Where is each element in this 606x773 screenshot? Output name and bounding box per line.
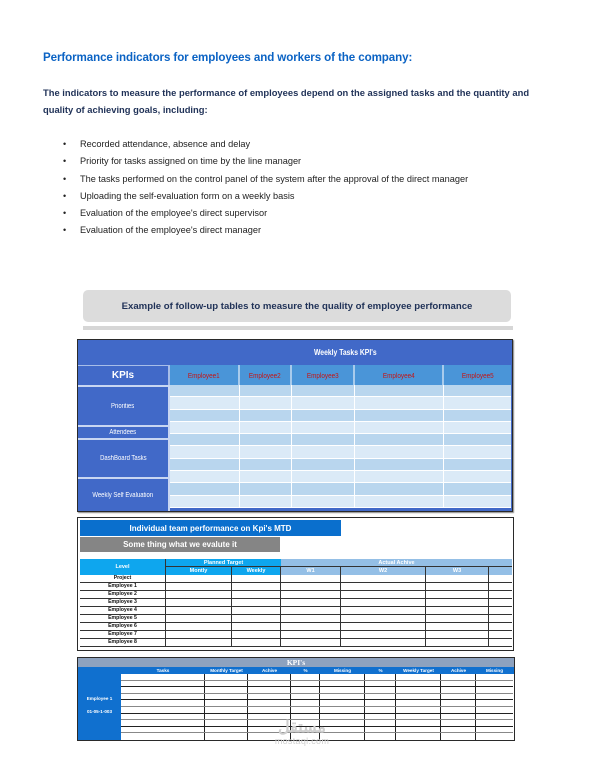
table-cell[interactable] [355, 471, 444, 482]
column-header: W2 [341, 567, 426, 575]
column-header: Monthly Target [210, 668, 243, 673]
list-item: • The tasks performed on the control panel of the system after the approval of the direct manager [63, 173, 469, 184]
table-cell[interactable] [355, 459, 444, 470]
table-cell[interactable] [292, 385, 355, 396]
intro-paragraph: The indicators to measure the performance of employees depend on the assigned tasks and the quantity and quality of achieving goals, including: [43, 87, 530, 115]
table-cell[interactable] [121, 687, 205, 693]
table-cell[interactable] [292, 496, 355, 507]
employee-header: Employee4 [355, 365, 444, 385]
table-cell[interactable] [355, 496, 444, 507]
column-header [78, 667, 121, 674]
table-cell[interactable] [444, 397, 511, 408]
table-cell[interactable] [292, 410, 355, 421]
table-cell[interactable] [489, 599, 512, 606]
mtd-rows [80, 575, 512, 647]
table-cell[interactable] [444, 471, 511, 482]
table-cell[interactable] [355, 397, 444, 408]
table-cell[interactable] [320, 694, 365, 700]
table-cell[interactable] [489, 607, 512, 614]
bullet-icon: • [63, 190, 67, 201]
table-cell[interactable] [248, 694, 291, 700]
table-cell[interactable] [489, 623, 512, 630]
table-row [121, 674, 513, 681]
table-cell[interactable] [232, 599, 281, 606]
table-cell[interactable] [355, 410, 444, 421]
indicator-list [63, 137, 468, 241]
table-cell[interactable] [240, 446, 292, 457]
table-cell[interactable] [291, 707, 320, 713]
table-cell[interactable] [489, 591, 512, 598]
weekly-kpi-table [77, 339, 513, 512]
table-cell[interactable] [426, 599, 489, 606]
table-cell[interactable] [240, 483, 292, 494]
table-cell[interactable] [320, 687, 365, 693]
table-cell[interactable] [320, 714, 365, 720]
table-row [170, 496, 511, 508]
table-cell[interactable] [240, 471, 292, 482]
column-header: W1 [281, 567, 341, 575]
table-title: KPI's [78, 658, 514, 667]
table-cell[interactable] [365, 674, 396, 680]
table-cell[interactable] [365, 687, 396, 693]
kpi-category: Weekly Self Evaluation [78, 477, 170, 511]
table-row [80, 639, 512, 647]
employee-panel [78, 674, 121, 740]
table-cell[interactable] [341, 599, 426, 606]
table-row [121, 700, 513, 707]
list-item: • Recorded attendance, absence and delay [63, 139, 251, 149]
table-cell[interactable] [396, 681, 441, 687]
column-header: Weekly Target [403, 668, 434, 673]
table-row [80, 575, 512, 583]
table-cell[interactable] [341, 575, 426, 582]
table-cell[interactable] [341, 583, 426, 590]
table-row [170, 422, 511, 434]
employee-id: 01-05-1-003 [86, 709, 113, 714]
table-cell[interactable] [121, 700, 205, 706]
table-cell[interactable] [489, 575, 512, 582]
column-header: Montly [166, 567, 232, 575]
kpi-grid [170, 385, 511, 508]
table-cell[interactable] [205, 714, 248, 720]
level-header: Level [80, 559, 166, 575]
table-cell[interactable] [341, 631, 426, 638]
table-cell[interactable] [426, 615, 489, 622]
table-cell[interactable] [426, 583, 489, 590]
table-cell[interactable] [365, 727, 396, 733]
row-label: Employee 5 [80, 615, 166, 622]
table-cell[interactable] [341, 639, 426, 646]
table-cell[interactable] [441, 674, 476, 680]
table-cell[interactable] [444, 434, 511, 445]
table-cell[interactable] [121, 720, 205, 726]
table-cell[interactable] [441, 707, 476, 713]
table-cell[interactable] [320, 681, 365, 687]
watermark-logo: مستقل [278, 719, 326, 736]
table-cell[interactable] [396, 727, 441, 733]
table-cell[interactable] [248, 674, 291, 680]
column-header: Weekly [232, 567, 281, 575]
table-cell[interactable] [166, 607, 232, 614]
table-cell[interactable] [426, 575, 489, 582]
watermark-text: mostaql.com [274, 736, 330, 746]
bullet-icon: • [63, 156, 67, 167]
table-cell[interactable] [232, 615, 281, 622]
table-cell[interactable] [341, 591, 426, 598]
table-row [170, 483, 511, 495]
table-cell[interactable] [355, 422, 444, 433]
table-cell[interactable] [205, 674, 248, 680]
table-cell[interactable] [341, 607, 426, 614]
table-cell[interactable] [248, 707, 291, 713]
table-cell[interactable] [281, 591, 341, 598]
bullet-icon: • [63, 225, 67, 236]
section-banner: Example of follow-up tables to measure the quality of employee performance [83, 290, 511, 322]
table-cell[interactable] [355, 446, 444, 457]
table-row [170, 446, 511, 458]
row-label: Employee 4 [80, 607, 166, 614]
table-cell[interactable] [476, 733, 513, 740]
table-row [121, 687, 513, 694]
table-cell[interactable] [426, 607, 489, 614]
column-header: Achive [261, 668, 278, 673]
table-cell[interactable] [396, 733, 441, 740]
table-cell[interactable] [121, 707, 205, 713]
table-cell[interactable] [205, 687, 248, 693]
table-cell[interactable] [444, 410, 511, 421]
table-cell[interactable] [292, 422, 355, 433]
table-row [170, 434, 511, 446]
kpi-category: Attendees [78, 425, 170, 438]
table-cell[interactable] [232, 583, 281, 590]
table-cell[interactable] [292, 397, 355, 408]
table-cell[interactable] [444, 422, 511, 433]
table-cell[interactable] [166, 623, 232, 630]
table-cell[interactable] [292, 471, 355, 482]
table-cell[interactable] [396, 674, 441, 680]
table-cell[interactable] [205, 700, 248, 706]
table-cell[interactable] [170, 483, 240, 494]
table-cell[interactable] [444, 385, 511, 396]
actual-achive-header: Actual Achive [281, 559, 512, 567]
table-cell[interactable] [240, 496, 292, 507]
column-headers [78, 667, 514, 674]
table-cell[interactable] [444, 446, 511, 457]
table-cell[interactable] [166, 639, 232, 646]
employee-header: Employee2 [240, 365, 292, 385]
column-header: % [303, 668, 308, 673]
kpis-header: KPIs [78, 365, 170, 385]
table-cell[interactable] [476, 687, 513, 693]
table-row [170, 459, 511, 471]
table-cell[interactable] [320, 707, 365, 713]
table-title: Weekly Tasks KPI's [314, 348, 377, 357]
table-cell[interactable] [365, 714, 396, 720]
table-row [121, 681, 513, 688]
table-cell[interactable] [292, 483, 355, 494]
table-cell[interactable] [476, 714, 513, 720]
table-cell[interactable] [121, 694, 205, 700]
table-row [80, 583, 512, 591]
table-row [80, 607, 512, 615]
table-cell[interactable] [441, 714, 476, 720]
table-row [121, 707, 513, 714]
table-cell[interactable] [489, 583, 512, 590]
row-label: Employee 2 [80, 591, 166, 598]
divider [83, 326, 513, 330]
table-cell[interactable] [232, 623, 281, 630]
table-cell[interactable] [292, 459, 355, 470]
table-cell[interactable] [426, 639, 489, 646]
table-cell[interactable] [281, 639, 341, 646]
table-row [170, 385, 511, 397]
table-cell[interactable] [341, 615, 426, 622]
table-cell[interactable] [441, 733, 476, 740]
page-title: Performance indicators for employees and workers of the company: [43, 51, 413, 64]
table-cell[interactable] [396, 707, 441, 713]
table-cell[interactable] [281, 631, 341, 638]
table-row [170, 471, 511, 483]
table-cell[interactable] [476, 727, 513, 733]
table-cell[interactable] [444, 459, 511, 470]
kpi-category: DashBoard Tasks [78, 438, 170, 477]
table-cell[interactable] [121, 714, 205, 720]
table-cell[interactable] [396, 720, 441, 726]
table-cell[interactable] [291, 674, 320, 680]
table-cell[interactable] [441, 720, 476, 726]
table-row [80, 599, 512, 607]
table-cell[interactable] [240, 422, 292, 433]
table-cell[interactable] [489, 615, 512, 622]
bullet-icon: • [63, 139, 67, 149]
table-cell[interactable] [291, 694, 320, 700]
table-row [170, 397, 511, 409]
table-cell[interactable] [320, 674, 365, 680]
table-cell[interactable] [444, 496, 511, 507]
table-cell[interactable] [365, 694, 396, 700]
table-cell[interactable] [170, 397, 240, 408]
column-header [489, 567, 512, 575]
table-cell[interactable] [365, 707, 396, 713]
table-cell[interactable] [441, 681, 476, 687]
list-item: • Priority for tasks assigned on time by the line manager [63, 156, 302, 167]
table-cell[interactable] [205, 733, 248, 740]
table-cell[interactable] [355, 483, 444, 494]
employee-name: Employee 1 [86, 696, 113, 701]
table-cell[interactable] [232, 591, 281, 598]
table-cell[interactable] [396, 694, 441, 700]
mtd-performance-table [77, 517, 514, 651]
table-cell[interactable] [489, 631, 512, 638]
table-cell[interactable] [240, 410, 292, 421]
row-label: Employee 7 [80, 631, 166, 638]
list-item: • Evaluation of the employee's direct manager [63, 225, 262, 236]
table-cell[interactable] [121, 674, 205, 680]
table-cell[interactable] [166, 591, 232, 598]
table-cell[interactable] [291, 681, 320, 687]
table-cell[interactable] [476, 674, 513, 680]
table-cell[interactable] [441, 694, 476, 700]
table-cell[interactable] [205, 694, 248, 700]
table-cell[interactable] [166, 575, 232, 582]
table-cell[interactable] [365, 733, 396, 740]
column-header: Missing [485, 668, 504, 673]
bullet-icon: • [63, 208, 67, 219]
table-cell[interactable] [248, 700, 291, 706]
row-label: Project [80, 575, 166, 582]
table-cell[interactable] [248, 681, 291, 687]
table-cell[interactable] [441, 700, 476, 706]
table-cell[interactable] [232, 631, 281, 638]
table-cell[interactable] [476, 720, 513, 726]
table-cell[interactable] [426, 591, 489, 598]
table-cell[interactable] [121, 727, 205, 733]
table-cell[interactable] [240, 397, 292, 408]
row-label: Employee 1 [80, 583, 166, 590]
column-header: W3 [426, 567, 489, 575]
table-row [121, 694, 513, 701]
table-cell[interactable] [281, 615, 341, 622]
table-cell[interactable] [444, 483, 511, 494]
table-cell[interactable] [396, 714, 441, 720]
table-cell[interactable] [291, 700, 320, 706]
table-cell[interactable] [166, 583, 232, 590]
column-header: Achive [450, 668, 467, 673]
table-cell[interactable] [170, 385, 240, 396]
table-cell[interactable] [441, 687, 476, 693]
row-label: Employee 6 [80, 623, 166, 630]
column-header: Missing [333, 668, 352, 673]
table-cell[interactable] [170, 446, 240, 457]
table-cell[interactable] [281, 607, 341, 614]
table-cell[interactable] [281, 583, 341, 590]
table-cell[interactable] [365, 720, 396, 726]
table-cell[interactable] [355, 385, 444, 396]
table-cell[interactable] [248, 687, 291, 693]
table-cell[interactable] [476, 681, 513, 687]
table-cell[interactable] [441, 727, 476, 733]
table-subtitle: Some thing what we evalute it [80, 537, 280, 552]
table-cell[interactable] [205, 681, 248, 687]
table-cell[interactable] [232, 639, 281, 646]
table-cell[interactable] [281, 599, 341, 606]
planned-target-header: Planned Target [166, 559, 281, 567]
table-cell[interactable] [205, 727, 248, 733]
row-label: Employee 8 [80, 639, 166, 646]
table-cell[interactable] [426, 631, 489, 638]
table-cell[interactable] [121, 733, 205, 740]
list-item: • Evaluation of the employee's direct supervisor [63, 208, 268, 219]
table-cell[interactable] [320, 700, 365, 706]
table-cell[interactable] [355, 434, 444, 445]
table-cell[interactable] [121, 681, 205, 687]
row-label: Employee 3 [80, 599, 166, 606]
table-cell[interactable] [396, 687, 441, 693]
table-row [80, 615, 512, 623]
table-cell[interactable] [232, 575, 281, 582]
table-cell[interactable] [240, 434, 292, 445]
table-cell[interactable] [170, 434, 240, 445]
table-cell[interactable] [170, 496, 240, 507]
table-cell[interactable] [292, 446, 355, 457]
kpi-category: Priorities [78, 385, 170, 425]
table-cell[interactable] [166, 615, 232, 622]
table-cell[interactable] [281, 623, 341, 630]
table-cell[interactable] [205, 720, 248, 726]
column-header: % [378, 668, 383, 673]
table-cell[interactable] [240, 459, 292, 470]
table-cell[interactable] [170, 422, 240, 433]
table-cell[interactable] [281, 575, 341, 582]
table-row [80, 591, 512, 599]
table-title-bar [78, 340, 512, 365]
table-cell[interactable] [170, 471, 240, 482]
table-cell[interactable] [166, 631, 232, 638]
table-cell[interactable] [476, 707, 513, 713]
table-cell[interactable] [292, 434, 355, 445]
list-item: • Uploading the self-evaluation form on a weekly basis [63, 190, 295, 201]
column-header: Tasks [156, 668, 170, 673]
table-cell[interactable] [396, 700, 441, 706]
table-cell[interactable] [426, 623, 489, 630]
table-cell[interactable] [205, 707, 248, 713]
employee-header: Employee5 [444, 365, 511, 385]
table-cell[interactable] [240, 385, 292, 396]
table-cell[interactable] [476, 694, 513, 700]
table-cell[interactable] [166, 599, 232, 606]
table-cell[interactable] [365, 681, 396, 687]
table-cell[interactable] [232, 607, 281, 614]
employee-header: Employee3 [292, 365, 355, 385]
table-title: Individual team performance on Kpi's MTD [80, 520, 341, 536]
watermark [262, 720, 342, 746]
employee-header: Employee1 [170, 365, 240, 385]
table-cell[interactable] [170, 410, 240, 421]
bullet-icon: • [63, 173, 67, 184]
table-cell[interactable] [476, 700, 513, 706]
table-row [170, 410, 511, 422]
table-cell[interactable] [341, 623, 426, 630]
table-row [80, 623, 512, 631]
table-cell[interactable] [291, 687, 320, 693]
table-cell[interactable] [365, 700, 396, 706]
table-cell[interactable] [489, 639, 512, 646]
table-row [80, 631, 512, 639]
table-cell[interactable] [170, 459, 240, 470]
